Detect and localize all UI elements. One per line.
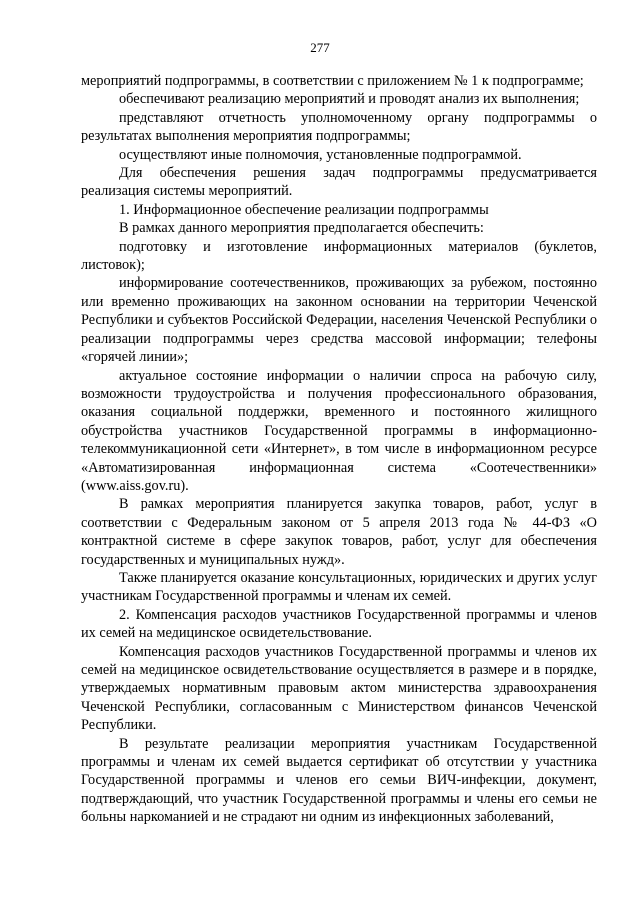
- paragraph: актуальное состояние информации о наличии спроса на рабочую силу, возможности трудоустройства и получения профессионального образования, оказания социальной поддержки, временного и постоянного жилищного обустройства участников Государственной программы в информационно-телекоммуникационной сети «Интернет», в том числе в информационном ресурсе «Автоматизированная информационная система «Соотечественники» (www.aiss.gov.ru).: [81, 367, 597, 494]
- paragraph: В рамках мероприятия планируется закупка товаров, работ, услуг в соответствии с Федеральным законом от 5 апреля 2013 года № 44-ФЗ «О контрактной системе в сфере закупок товаров, работ, услуг для обеспечения государственных и муниципальных нужд».: [81, 496, 597, 568]
- paragraph: Также планируется оказание консультационных, юридических и других услуг участникам Государственной программы и членам их семей.: [81, 569, 597, 605]
- section-heading: 1. Информационное обеспечение реализации подпрограммы: [119, 201, 489, 218]
- paragraph: представляют отчетность уполномоченному органу подпрограммы о результатах выполнения мероприятия подпрограммы;: [81, 109, 597, 145]
- paragraph: Компенсация расходов участников Государственной программы и членов их семей на медицинское освидетельствование осуществляется в размере и в порядке, утверждаемых нормативным правовым актом министерства здравоохранения Чеченской Республики, согласованным с Министерством финансов Чеченской Республики.: [81, 643, 597, 734]
- paragraph: Для обеспечения решения задач подпрограммы предусматривается реализация системы мероприятий.: [81, 165, 597, 200]
- paragraph: В результате реализации мероприятия участникам Государственной программы и членам их семей выдается сертификат об отсутствии у участника Государственной программы и членов его семьи ВИЧ-инфекции, документ, подтверждающий, что участник Государственной программы и члены его семьи не больны наркоманией и не страдают ни одним из инфекционных заболеваний,: [81, 735, 597, 826]
- paragraph: подготовку и изготовление информационных материалов (буклетов, листовок);: [81, 238, 597, 274]
- paragraph-continuation: мероприятий подпрограммы, в соответствии с приложением № 1 к подпрограмме;: [81, 73, 584, 89]
- paragraph: обеспечивают реализацию мероприятий и проводят анализ их выполнения;: [119, 91, 580, 108]
- paragraph: информирование соотечественников, проживающих за рубежом, постоянно или временно проживающих на законном основании на территории Чеченской Республики и субъектов Российской Федерации, населения Чеченской Республики о реализации подпрограммы через средства массовой информации; телефоны «горячей линии»;: [81, 275, 597, 366]
- page-number: 277: [310, 40, 330, 55]
- paragraph: осуществляют иные полномочия, установленные подпрограммой.: [119, 146, 522, 163]
- paragraph: В рамках данного мероприятия предполагается обеспечить:: [119, 220, 484, 237]
- section-heading: 2. Компенсация расходов участников Государственной программы и членов их семей на медицинское освидетельствование.: [81, 606, 597, 642]
- document-text: [81, 72, 597, 827]
